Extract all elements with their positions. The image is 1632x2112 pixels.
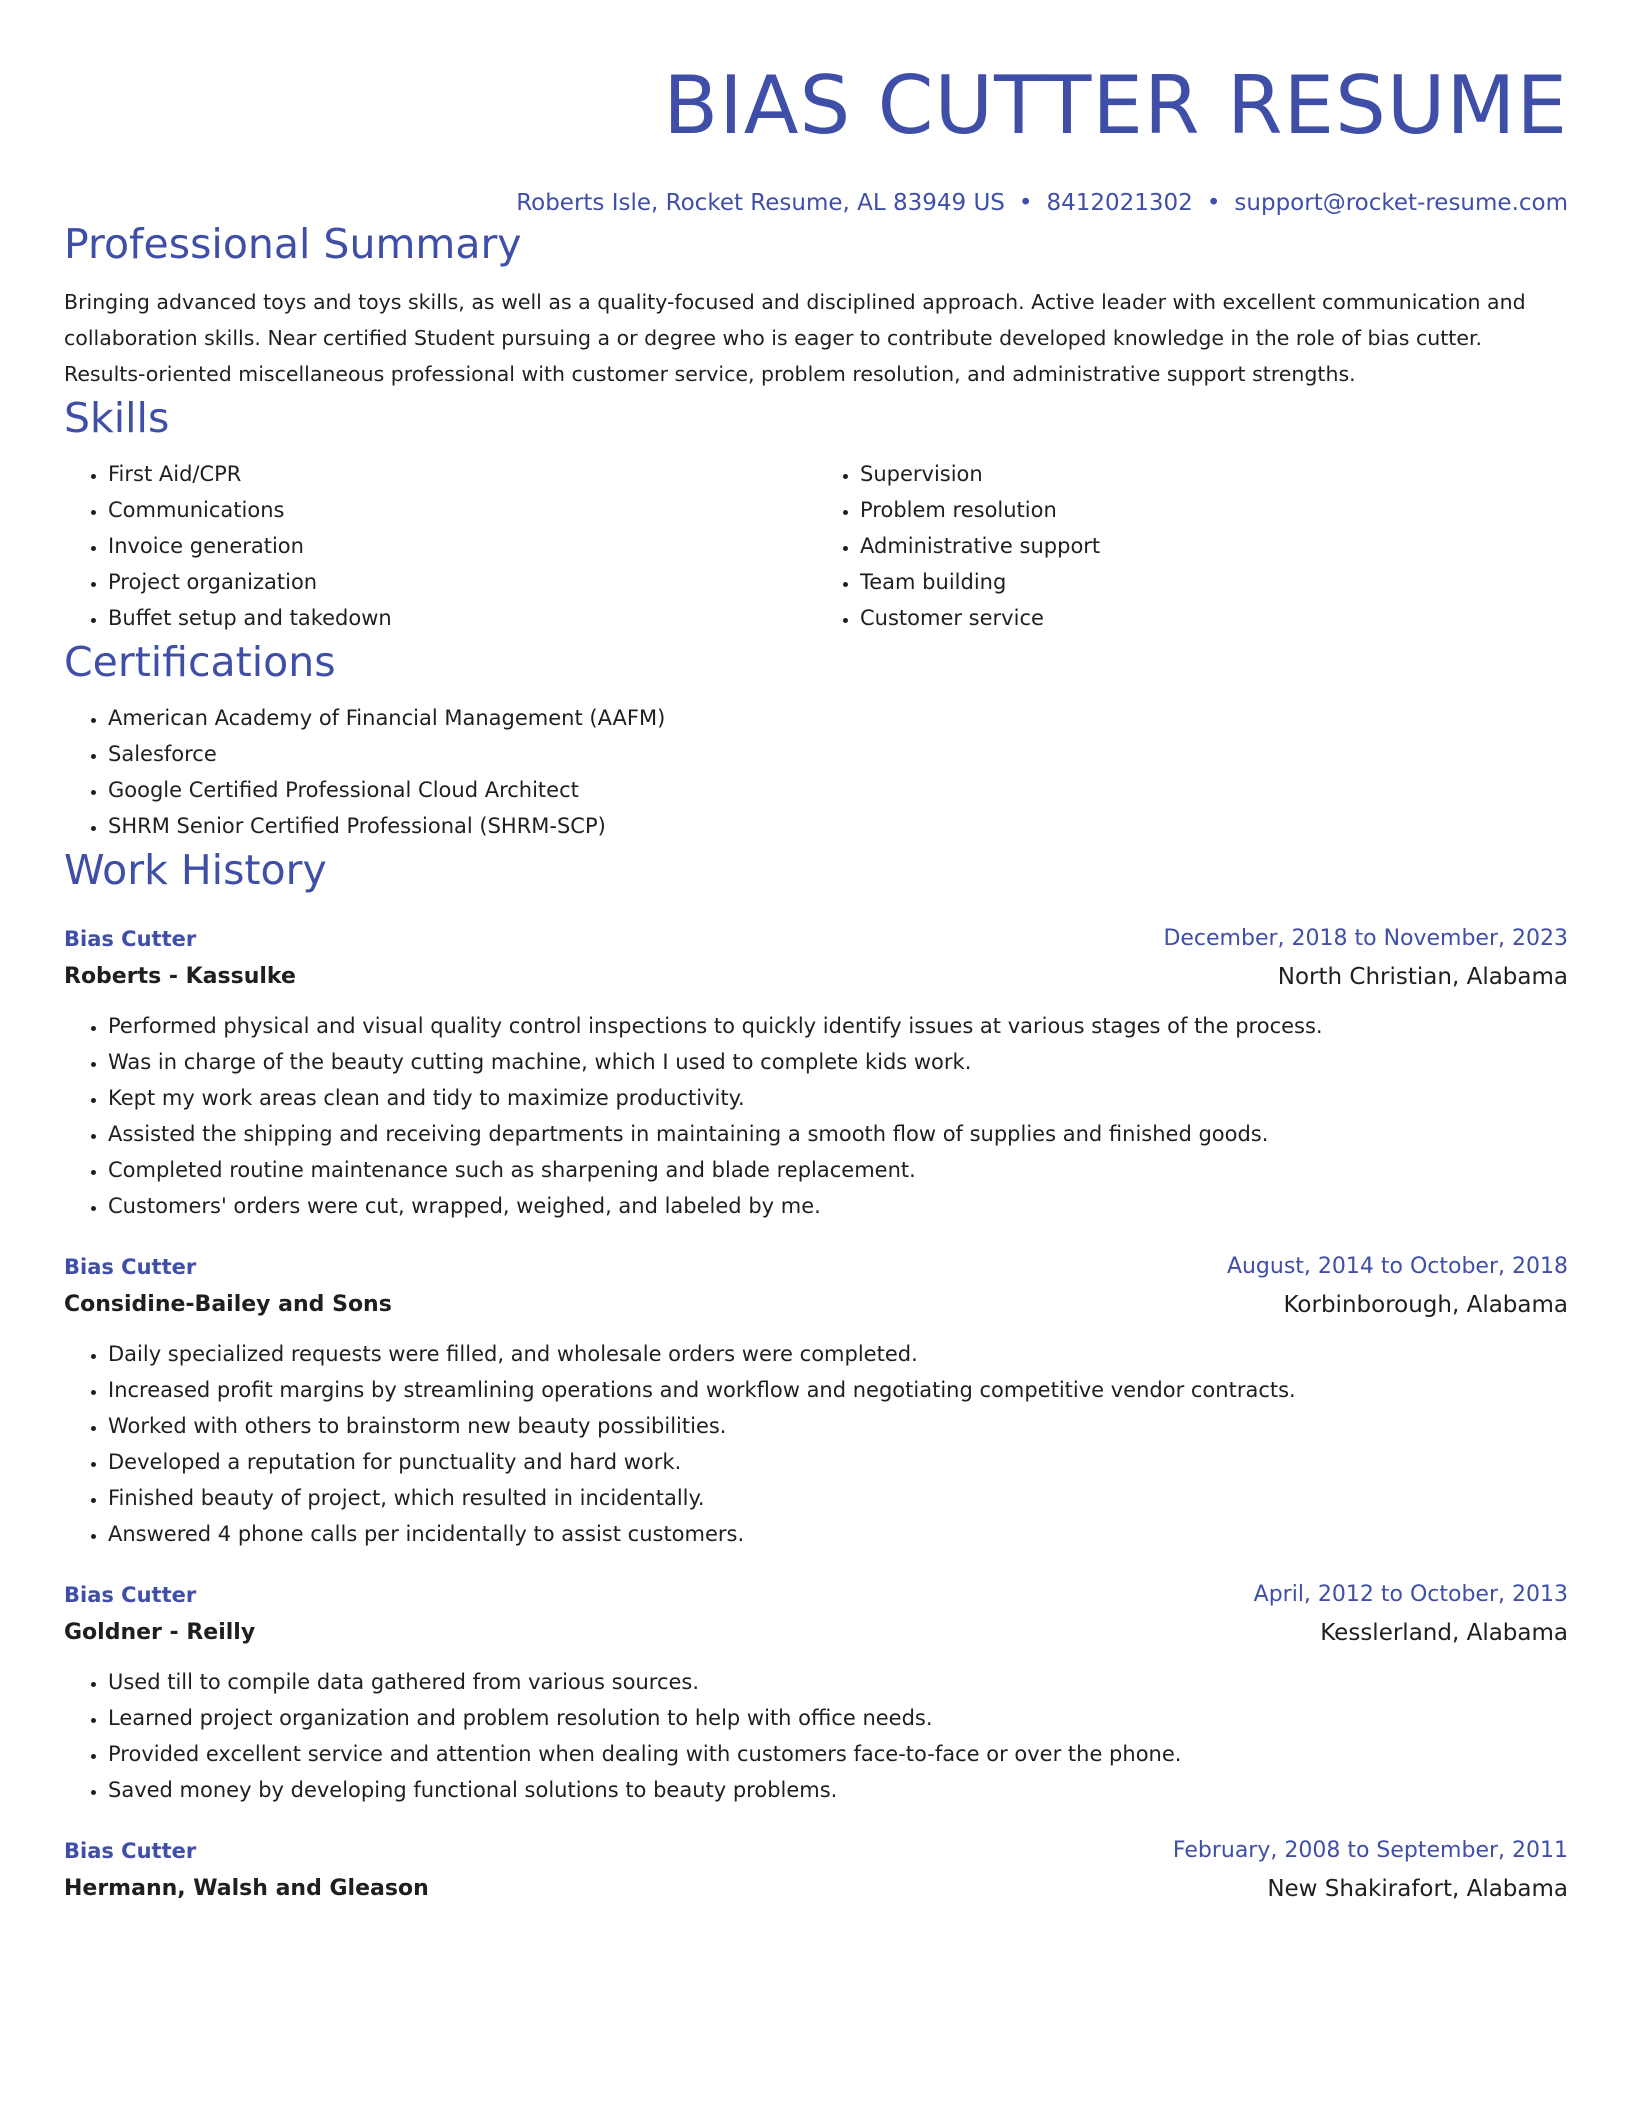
certifications-list (64, 700, 1568, 844)
job-bullet: • Completed routine maintenance such as sharpening and blade replacement. (108, 1152, 1568, 1188)
certification-item: • Salesforce (108, 736, 1568, 772)
job-bullet: • Increased profit margins by streamlining operations and workflow and negotiating competitive vendor contracts. (108, 1372, 1568, 1408)
job-bullet: • Provided excellent service and attention when dealing with customers face-to-face or over the phone. (108, 1736, 1568, 1772)
job-entry (64, 1248, 1568, 1552)
skill-item: • Supervision (860, 456, 1568, 492)
skill-item: • Administrative support (860, 528, 1568, 564)
job-bullet: • Daily specialized requests were filled, and wholesale orders were completed. (108, 1336, 1568, 1372)
resume-title: BIAS CUTTER RESUME (663, 59, 1568, 152)
job-header-row (64, 1832, 1568, 1870)
skills-list-right (816, 456, 1568, 636)
certification-item: • SHRM Senior Certified Professional (SHRM-SCP) (108, 808, 1568, 844)
job-location: North Christian, Alabama (1277, 964, 1568, 990)
job-header-row (64, 1248, 1568, 1286)
contact-separator: • (1206, 190, 1221, 216)
job-location: New Shakirafort, Alabama (1267, 1876, 1568, 1902)
skill-item: • Team building (860, 564, 1568, 600)
job-bullets (64, 1336, 1568, 1552)
skills-list-left (64, 456, 816, 636)
job-company-row (64, 1614, 1568, 1652)
job-company: Hermann, Walsh and Gleason (64, 1876, 429, 1901)
job-dates: April, 2012 to October, 2013 (1253, 1582, 1568, 1607)
job-dates: February, 2008 to September, 2011 (1172, 1838, 1568, 1863)
contact-address: Roberts Isle, Rocket Resume, AL 83949 US (516, 190, 1005, 216)
job-bullet: • Kept my work areas clean and tidy to maximize productivity. (108, 1080, 1568, 1116)
skill-item: • Project organization (108, 564, 816, 600)
job-title: Bias Cutter (64, 1839, 197, 1863)
job-entry (64, 1832, 1568, 1908)
job-title: Bias Cutter (64, 1583, 197, 1607)
job-company: Roberts - Kassulke (64, 964, 296, 989)
work-history-heading: Work History (64, 846, 327, 894)
job-bullet: • Saved money by developing functional solutions to beauty problems. (108, 1772, 1568, 1808)
certification-item: • Google Certified Professional Cloud Architect (108, 772, 1568, 808)
contact-email: support@rocket-resume.com (1234, 190, 1568, 216)
job-title: Bias Cutter (64, 927, 197, 951)
job-bullets (64, 1664, 1568, 1808)
job-bullet: • Finished beauty of project, which resulted in incidentally. (108, 1480, 1568, 1516)
job-bullet: • Assisted the shipping and receiving departments in maintaining a smooth flow of supplies and finished goods. (108, 1116, 1568, 1152)
job-header-row (64, 1576, 1568, 1614)
contact-line (64, 188, 1568, 218)
certification-item: • American Academy of Financial Management (AAFM) (108, 700, 1568, 736)
skill-item: • Communications (108, 492, 816, 528)
job-bullet: • Developed a reputation for punctuality and hard work. (108, 1444, 1568, 1480)
job-entry (64, 1576, 1568, 1808)
job-bullet: • Was in charge of the beauty cutting machine, which I used to complete kids work. (108, 1044, 1568, 1080)
job-company: Considine-Bailey and Sons (64, 1292, 392, 1317)
job-bullets (64, 1008, 1568, 1224)
job-bullet: • Customers' orders were cut, wrapped, weighed, and labeled by me. (108, 1188, 1568, 1224)
job-bullet: • Used till to compile data gathered from various sources. (108, 1664, 1568, 1700)
job-location: Korbinborough, Alabama (1283, 1292, 1568, 1318)
job-title: Bias Cutter (64, 1255, 197, 1279)
contact-separator: • (1018, 190, 1033, 216)
skill-item: • Problem resolution (860, 492, 1568, 528)
skill-item: • Buffet setup and takedown (108, 600, 816, 636)
job-company-row (64, 958, 1568, 996)
job-bullet: • Learned project organization and problem resolution to help with office needs. (108, 1700, 1568, 1736)
skill-item: • Invoice generation (108, 528, 816, 564)
job-location: Kesslerland, Alabama (1320, 1620, 1568, 1646)
job-company-row (64, 1870, 1568, 1908)
job-header-row (64, 920, 1568, 958)
summary-heading: Professional Summary (64, 220, 522, 268)
job-entry (64, 920, 1568, 1224)
job-bullet: • Performed physical and visual quality control inspections to quickly identify issues at various stages of the process. (108, 1008, 1568, 1044)
job-dates: December, 2018 to November, 2023 (1163, 926, 1568, 951)
certifications-heading: Certifications (64, 638, 336, 686)
skill-item: • Customer service (860, 600, 1568, 636)
job-company: Goldner - Reilly (64, 1620, 256, 1645)
job-bullet: • Worked with others to brainstorm new beauty possibilities. (108, 1408, 1568, 1444)
job-company-row (64, 1286, 1568, 1324)
job-dates: August, 2014 to October, 2018 (1226, 1254, 1568, 1279)
job-bullet: • Answered 4 phone calls per incidentally to assist customers. (108, 1516, 1568, 1552)
skills-columns (64, 456, 1568, 636)
skill-item: • First Aid/CPR (108, 456, 816, 492)
summary-text: Bringing advanced toys and toys skills, as well as a quality-focused and disciplined approach. Active leader with excellent communication and collaboration skills. Near certified Student pursuing a or degree who is eager to contribute developed knowledge in the role of bias cutter. Results-oriented miscellaneous professional with customer service, problem resolution, and administrative support strengths. (64, 290, 1526, 386)
contact-phone: 8412021302 (1046, 190, 1193, 216)
skills-heading: Skills (64, 394, 170, 442)
